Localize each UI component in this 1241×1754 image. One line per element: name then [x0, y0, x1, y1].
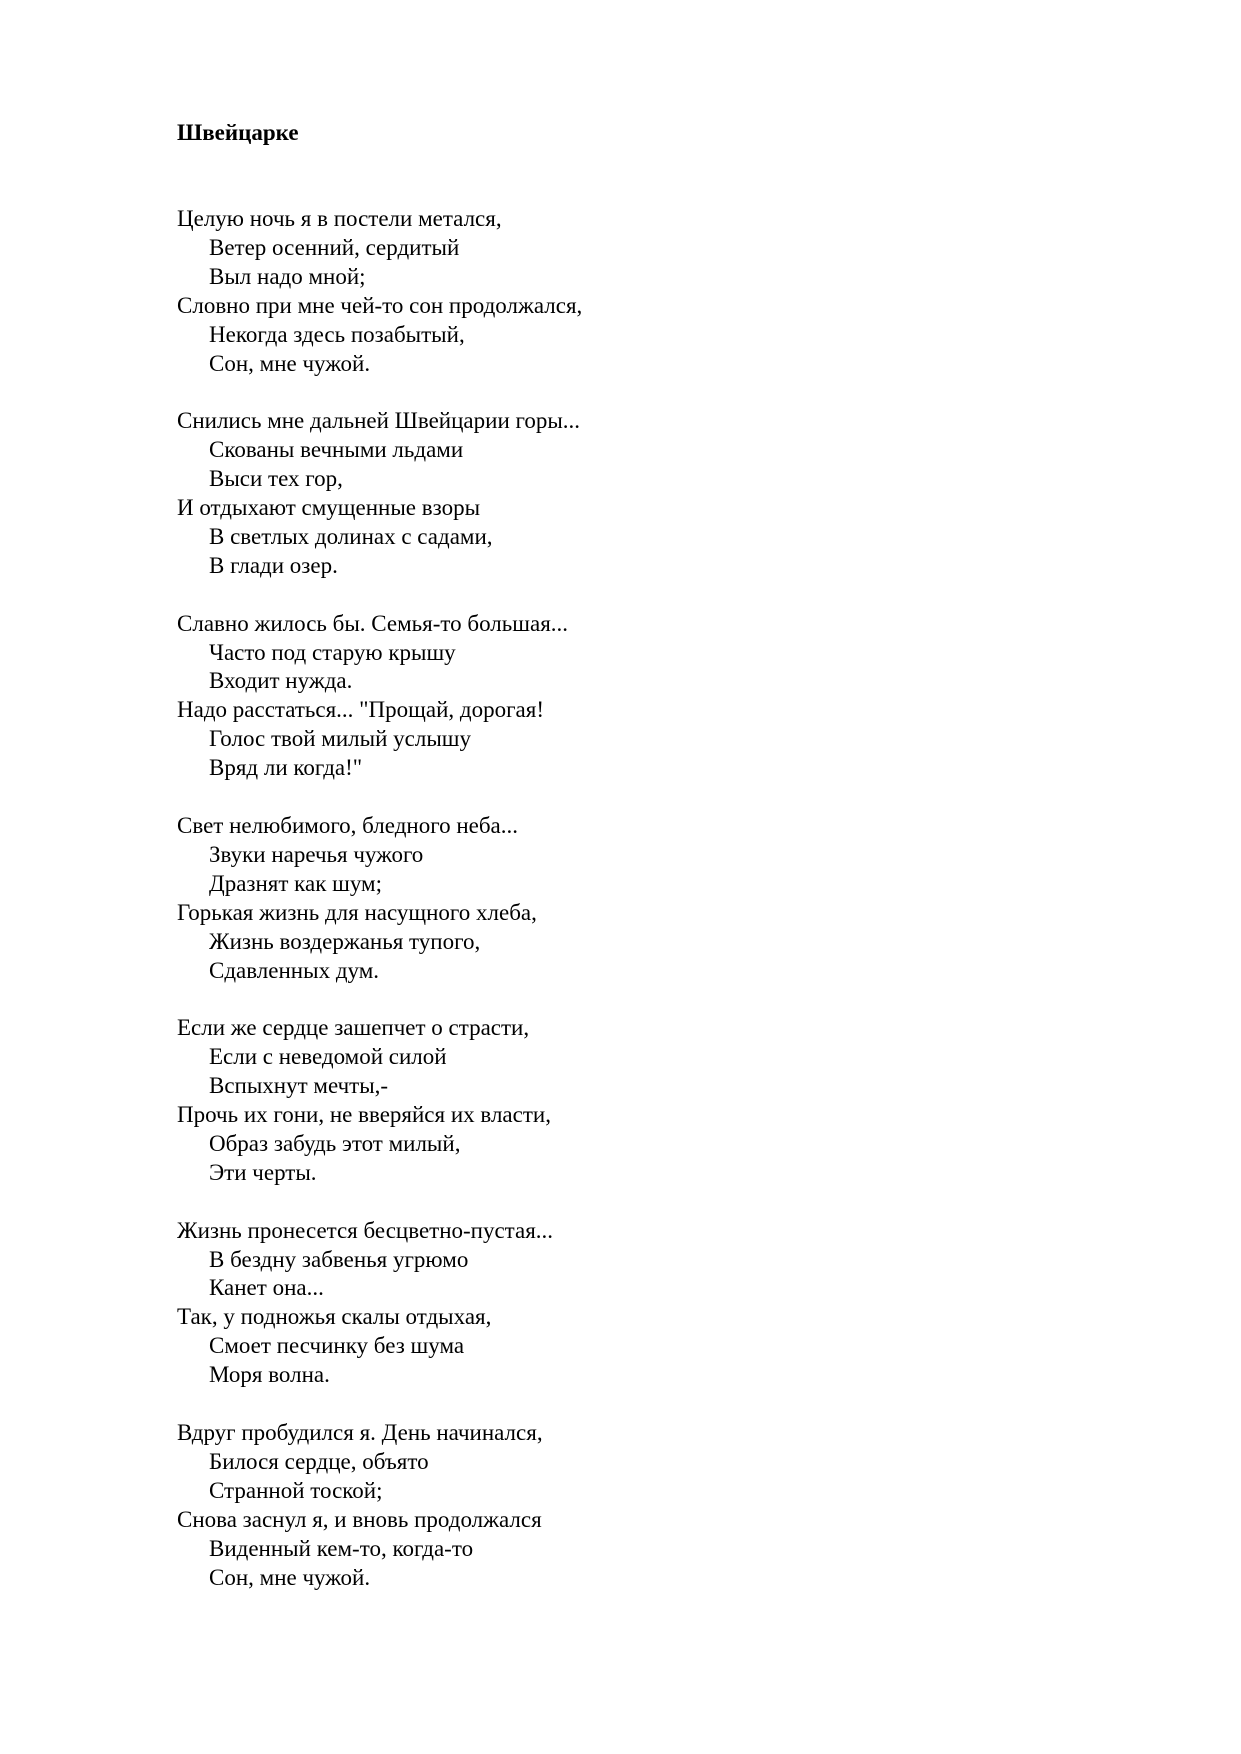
poem-line: В бездну забвенья угрюмо: [209, 1246, 469, 1272]
poem-line: Жизнь воздержанья тупого,: [209, 928, 481, 954]
stanza-2: [177, 407, 582, 580]
poem-line: Моря волна.: [209, 1362, 330, 1388]
poem-line: Снова заснул я, и вновь продолжался: [177, 1506, 542, 1532]
poem-line: Канет она...: [209, 1275, 324, 1301]
poem-line: Жизнь пронесется бесцветно-пустая...: [177, 1217, 554, 1243]
poem-line: Сон, мне чужой.: [209, 350, 371, 376]
poem-line: Виденный кем-то, когда-то: [209, 1535, 474, 1561]
poem-line: Выл надо мной;: [209, 263, 366, 289]
poem-line: Дразнят как шум;: [209, 870, 382, 896]
poem-line: Сон, мне чужой.: [209, 1564, 371, 1590]
poem-line: Надо расстаться... "Прощай, дорогая!: [177, 697, 544, 723]
stanza-6: [177, 1217, 582, 1390]
poem-line: Сдавленных дум.: [209, 957, 380, 983]
poem-line: Звуки наречья чужого: [209, 841, 424, 867]
poem-line: Вспыхнут мечты,-: [209, 1073, 389, 1099]
stanza-1: [177, 205, 582, 378]
stanza-3: [177, 610, 582, 783]
poem-line: Билося сердце, объято: [209, 1448, 429, 1474]
poem-line: Смоет песчинку без шума: [209, 1333, 465, 1359]
poem-line: Часто под старую крышу: [209, 639, 456, 665]
poem-line: Голос твой милый услышу: [209, 726, 471, 752]
poem-line: Славно жилось бы. Семья-то большая...: [177, 610, 569, 636]
poem-line: Вдруг пробудился я. День начинался,: [177, 1419, 543, 1445]
poem-line: Прочь их гони, не вверяйся их власти,: [177, 1102, 551, 1128]
poem-line: Так, у подножья скалы отдыхая,: [177, 1304, 492, 1330]
poem-line: Словно при мне чей-то сон продолжался,: [177, 292, 583, 318]
poem-line: Странной тоской;: [209, 1477, 383, 1503]
poem-line: Если же сердце зашепчет о страсти,: [177, 1015, 530, 1041]
poem-line: Скованы вечными льдами: [209, 437, 464, 463]
poem-line: И отдыхают смущенные взоры: [177, 495, 481, 521]
poem-line: Входит нужда.: [209, 668, 353, 694]
stanza-7: [177, 1419, 582, 1592]
poem-line: Эти черты.: [209, 1159, 317, 1185]
poem-line: Горькая жизнь для насущного хлеба,: [177, 899, 537, 925]
poem-line: В глади озер.: [209, 552, 338, 578]
poem-title: Швейцарке: [177, 120, 299, 145]
poem-body: [177, 205, 582, 1621]
poem-line: Свет нелюбимого, бледного неба...: [177, 812, 518, 838]
poem-line: В светлых долинах с садами,: [209, 523, 493, 549]
poem-line: Если с неведомой силой: [209, 1044, 447, 1070]
poem-line: Вряд ли когда!": [209, 755, 363, 781]
poem-line: Целую ночь я в постели метался,: [177, 206, 502, 231]
stanza-4: [177, 812, 582, 985]
stanza-5: [177, 1014, 582, 1187]
poem-line: Образ забудь этот милый,: [209, 1130, 461, 1156]
poem-line: Ветер осенний, сердитый: [209, 234, 460, 260]
poem-line: Выси тех гор,: [209, 466, 343, 492]
poem-line: Некогда здесь позабытый,: [209, 321, 465, 347]
poem-line: Снились мне дальней Швейцарии горы...: [177, 408, 581, 434]
